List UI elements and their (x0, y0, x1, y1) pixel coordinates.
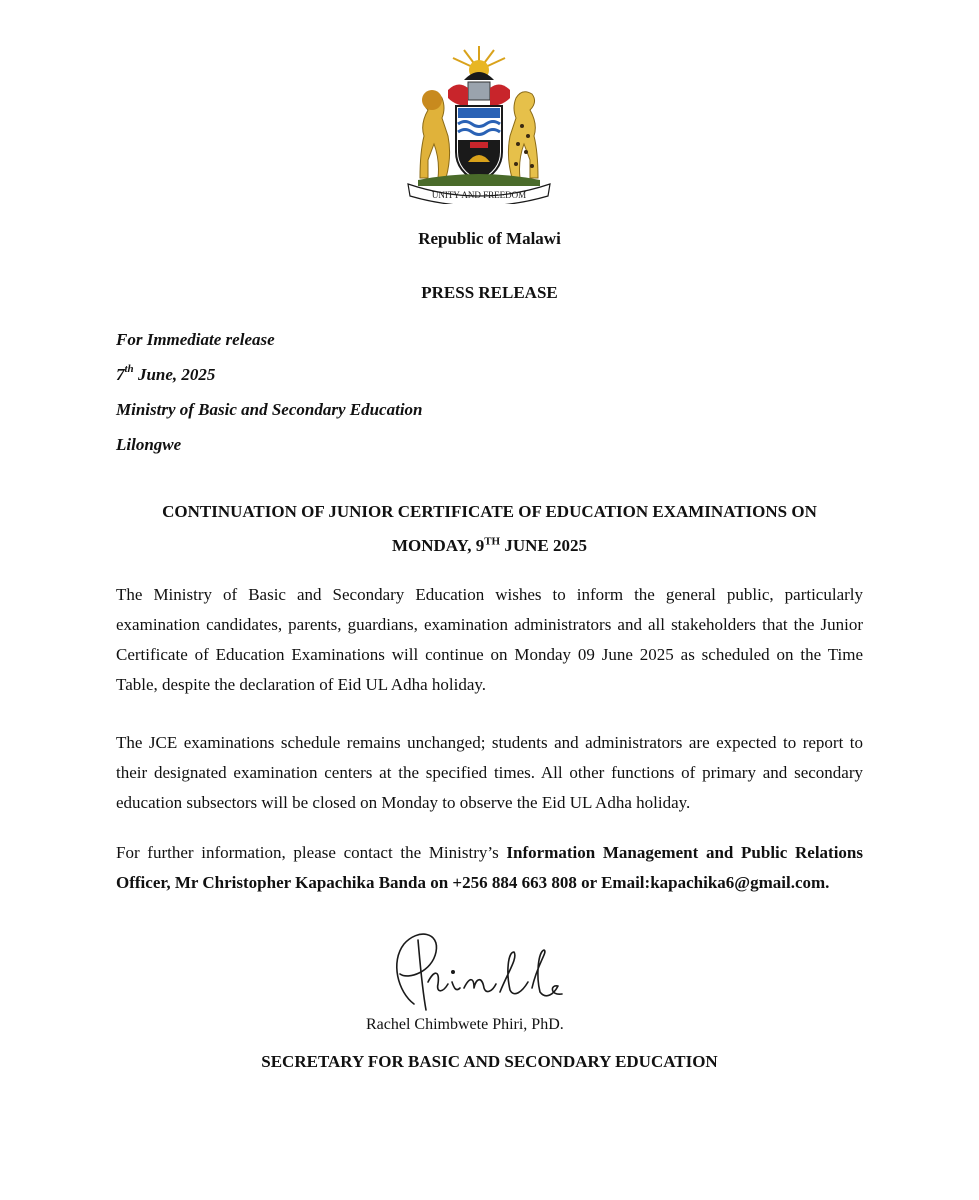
release-title (116, 495, 863, 563)
ministry-name: Ministry of Basic and Secondary Education (116, 400, 423, 419)
coat-of-arms-emblem (398, 40, 560, 204)
body-paragraph-1: The Ministry of Basic and Secondary Education wishes to inform the general public, particularly examination candidates, parents, guardians, examination administrators and all stakeholders that the Junior Certificate of Education Examinations will continue on Monday 09 June 2025 as scheduled on the Time Table, despite the declaration of Eid UL Adha holiday. (116, 585, 863, 694)
release-title-line-2: MONDAY, 9TH JUNE 2025 (391, 535, 588, 555)
contact-intro: For further information, please contact the Ministry’s (116, 843, 507, 862)
city-name: Lilongwe (116, 435, 182, 454)
release-meta-block (116, 322, 423, 462)
release-date: 7th June, 2025 (116, 363, 216, 384)
lion-supporter-icon (420, 90, 450, 178)
crest-motto: UNITY AND FREEDOM (431, 190, 527, 200)
body-paragraph-3 (116, 838, 863, 898)
handwritten-signature (378, 922, 594, 1022)
contact-details: Information Management and Public Relations Officer, Mr Christopher Kapachika Banda on +256 884 663 808 or Email:kapachika6@gmail.com. (116, 843, 864, 892)
press-release-heading: PRESS RELEASE (421, 283, 558, 302)
signatory-title: SECRETARY FOR BASIC AND SECONDARY EDUCATION (261, 1052, 718, 1071)
sun-crest-icon (453, 46, 505, 80)
signatory-name: Rachel Chimbwete Phiri, PhD. (366, 1016, 564, 1033)
republic-heading: Republic of Malawi (418, 229, 561, 248)
body-paragraph-2: The JCE examinations schedule remains unchanged; students and administrators are expected to report to their designated examination centers at the specified times. All other functions of primary and secondary education subsectors will be closed on Monday to observe the Eid UL Adha holiday. (116, 733, 863, 812)
release-type: For Immediate release (116, 330, 275, 349)
leopard-supporter-icon (508, 92, 538, 178)
release-title-line-1: CONTINUATION OF JUNIOR CERTIFICATE OF EDUCATION EXAMINATIONS ON (162, 502, 817, 521)
